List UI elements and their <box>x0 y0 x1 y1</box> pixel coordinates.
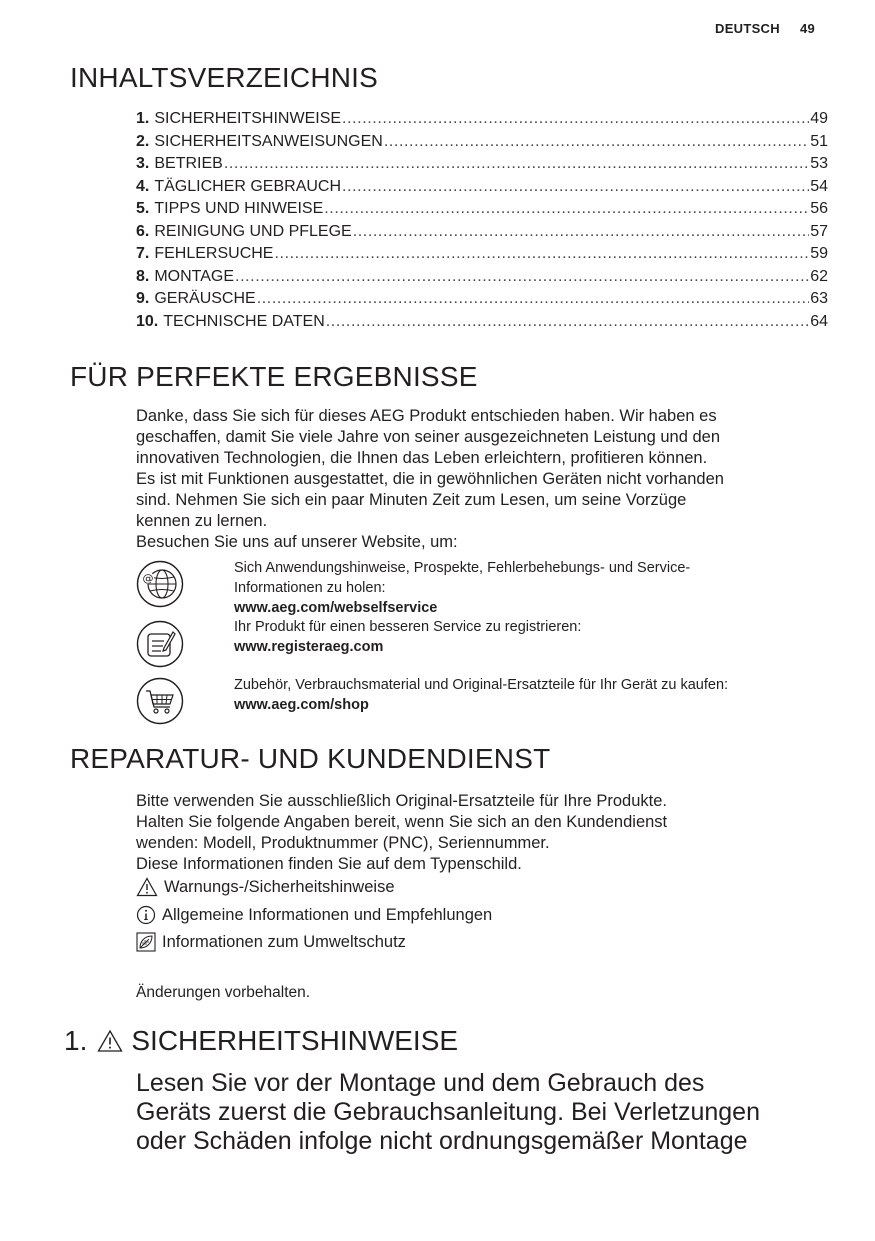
toc-title: INHALTSVERZEICHNIS <box>70 62 379 93</box>
toc-entry-page: 57 <box>810 222 828 240</box>
toc-leader-dots <box>326 313 809 331</box>
toc-leader-dots <box>342 178 809 196</box>
link-description <box>234 558 834 618</box>
warning-triangle-icon <box>136 877 158 897</box>
toc-entry-number: 10. <box>136 312 159 330</box>
toc-entry[interactable] <box>136 178 828 201</box>
toc-entry-label: TÄGLICHER GEBRAUCH <box>154 177 342 195</box>
toc-entry-label: TIPPS UND HINWEISE <box>154 200 324 217</box>
service-text <box>136 791 826 875</box>
register-link[interactable]: www.registeraeg.com <box>234 639 384 655</box>
section-1-heading <box>64 1025 458 1057</box>
text-line: wenden: Modell, Produktnummer (PNC), Seriennummer. <box>136 834 550 852</box>
toc-entry-label: MONTAGE <box>154 267 235 285</box>
toc-entry-page: 59 <box>810 245 828 262</box>
table-of-contents <box>136 110 828 335</box>
toc-entry-page: 51 <box>810 132 828 150</box>
toc-entry[interactable] <box>136 110 828 133</box>
toc-leader-dots <box>353 223 810 241</box>
toc-entry-page: 56 <box>810 200 828 217</box>
section-1-intro-text <box>136 1069 836 1156</box>
text-line: Danke, dass Sie sich für dieses AEG Produkt entschieden haben. Wir haben es <box>136 407 717 425</box>
toc-entry-label: BETRIEB <box>154 155 223 172</box>
legend-label: Allgemeine Informationen und Empfehlungen <box>162 905 493 924</box>
changes-reserved-note: Änderungen vorbehalten. <box>136 984 311 1001</box>
toc-entry[interactable] <box>136 200 828 223</box>
text-line: Geräts zuerst die Gebrauchsanleitung. Bei Verletzungen <box>136 1098 760 1126</box>
results-section-title: FÜR PERFEKTE ERGEBNISSE <box>70 361 478 392</box>
text-line: oder Schäden infolge nicht ordnungsgemäßer Montage <box>136 1127 748 1155</box>
svg-text:@: @ <box>142 572 154 585</box>
toc-entry-page: 53 <box>810 155 828 172</box>
toc-entry-number: 3. <box>136 155 150 172</box>
register-form-icon <box>136 620 184 668</box>
language-label: DEUTSCH <box>715 21 780 36</box>
toc-entry-number: 8. <box>136 267 150 285</box>
link-description <box>234 675 834 715</box>
toc-entry-number: 2. <box>136 132 150 150</box>
section-title: SICHERHEITSHINWEISE <box>131 1025 459 1056</box>
leaf-environment-icon <box>136 932 156 952</box>
text-line: sind. Nehmen Sie sich ein paar Minuten Zeit zum Lesen, um seine Vorzüge <box>136 491 687 509</box>
text-line: Besuchen Sie uns auf unserer Website, um: <box>136 533 458 551</box>
toc-entry-page: 62 <box>810 267 828 285</box>
webselfservice-link[interactable]: www.aeg.com/webselfservice <box>234 600 438 616</box>
text-line: Bitte verwenden Sie ausschließlich Original-Ersatzteile für Ihre Produkte. <box>136 792 667 810</box>
toc-entry-page: 64 <box>810 312 828 330</box>
toc-entry-label: GERÄUSCHE <box>154 290 256 307</box>
info-circle-icon <box>136 905 156 925</box>
legend-label: Informationen zum Umweltschutz <box>162 932 406 951</box>
toc-entry-number: 5. <box>136 200 150 217</box>
toc-leader-dots <box>224 155 809 173</box>
toc-entry-number: 9. <box>136 290 150 307</box>
text-line: geschaffen, damit Sie viele Jahre von seiner ausgezeichneten Leistung und den <box>136 428 721 446</box>
shopping-cart-icon <box>136 677 184 725</box>
text-line: innovativen Technologien, die Ihnen das Leben erleichtern, profitieren können. <box>136 449 708 467</box>
toc-entry-label: REINIGUNG UND PFLEGE <box>154 222 352 240</box>
results-intro-text <box>136 406 826 553</box>
toc-leader-dots <box>257 290 810 308</box>
toc-entry-number: 7. <box>136 245 150 262</box>
toc-leader-dots <box>274 245 809 263</box>
toc-entry[interactable] <box>136 290 828 313</box>
globe-web-icon <box>136 560 184 608</box>
toc-entry-label: FEHLERSUCHE <box>154 245 274 262</box>
toc-leader-dots <box>324 200 809 218</box>
legend-label: Warnungs-/Sicherheitshinweise <box>164 877 395 896</box>
warning-triangle-icon <box>97 1029 123 1053</box>
text-line: Zubehör, Verbrauchsmaterial und Original-Ersatzteile für Ihr Gerät zu kaufen: <box>234 677 729 693</box>
toc-leader-dots <box>235 268 809 286</box>
toc-leader-dots <box>384 133 809 151</box>
toc-entry[interactable] <box>136 268 828 291</box>
legend-environment <box>136 932 406 952</box>
toc-entry-page: 54 <box>810 177 828 195</box>
toc-entry[interactable] <box>136 133 828 156</box>
toc-entry[interactable] <box>136 245 828 268</box>
toc-entry[interactable] <box>136 155 828 178</box>
text-line: Informationen zu holen: <box>234 580 386 596</box>
text-line: Ihr Produkt für einen besseren Service zu registrieren: <box>234 619 582 635</box>
toc-entry-label: SICHERHEITSANWEISUNGEN <box>154 132 383 150</box>
text-line: Halten Sie folgende Angaben bereit, wenn Sie sich an den Kundendienst <box>136 813 668 831</box>
legend-warning <box>136 877 395 897</box>
toc-entry-label: TECHNISCHE DATEN <box>163 312 325 330</box>
toc-entry-number: 4. <box>136 177 150 195</box>
toc-entry-number: 6. <box>136 222 150 240</box>
page-number: 49 <box>799 21 815 36</box>
toc-entry-label: SICHERHEITSHINWEISE <box>154 110 342 127</box>
page-header <box>715 21 815 36</box>
shop-link[interactable]: www.aeg.com/shop <box>234 697 369 713</box>
toc-entry-number: 1. <box>136 110 150 127</box>
text-line: kennen zu lernen. <box>136 512 268 530</box>
text-line: Lesen Sie vor der Montage und dem Gebrauch des <box>136 1069 705 1097</box>
text-line: Diese Informationen finden Sie auf dem Typenschild. <box>136 855 522 873</box>
toc-entry[interactable] <box>136 313 828 336</box>
toc-entry-page: 63 <box>810 290 828 307</box>
section-number: 1. <box>64 1025 88 1056</box>
toc-leader-dots <box>342 110 809 128</box>
text-line: Es ist mit Funktionen ausgestattet, die in gewöhnlichen Geräten nicht vorhanden <box>136 470 724 488</box>
service-section-title: REPARATUR- UND KUNDENDIENST <box>70 743 551 774</box>
toc-entry-page: 49 <box>810 110 828 127</box>
link-description <box>234 617 834 657</box>
legend-info <box>136 905 492 925</box>
toc-entry[interactable] <box>136 223 828 246</box>
text-line: Sich Anwendungshinweise, Prospekte, Fehlerbehebungs- und Service- <box>234 560 691 576</box>
